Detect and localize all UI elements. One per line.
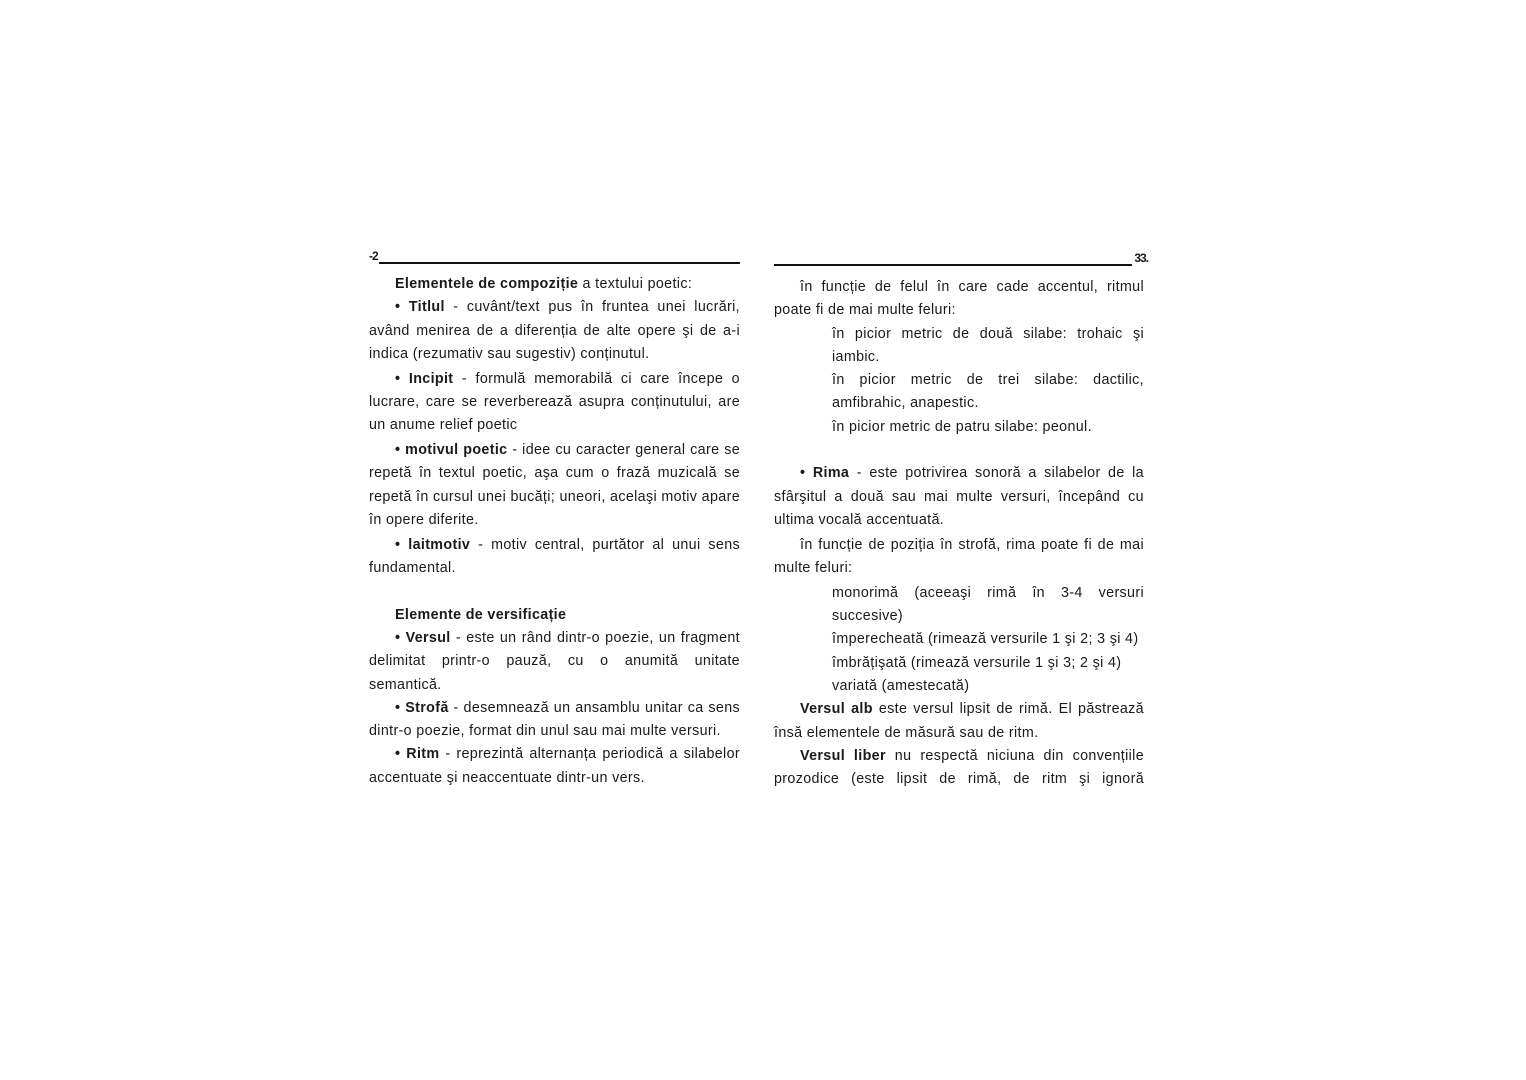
definition-text: - formulă memorabilă ci care începe o lucrare, care se reverberează asupra conținutului, are un anume relief poetic <box>369 370 740 434</box>
page-header <box>774 251 1148 271</box>
bullet-icon: • <box>395 746 407 763</box>
heading-text: a textului poetic: <box>578 276 693 292</box>
rhythm-type: în picior metric de două silabe: trohaic şi iambic. <box>832 325 1144 365</box>
term: motivul poetic <box>405 442 508 459</box>
rhythm-intro: în funcție de felul în care cade accentul, ritmul poate fi de mai multe feluri: <box>774 279 1144 319</box>
bullet-icon: • <box>395 442 406 459</box>
term: Rima <box>812 465 850 482</box>
definition-text: - motiv central, purtător al unui sens fundamental. <box>369 536 740 577</box>
rima-type: împerecheată (rimează versurile 1 şi 2; 3 şi 4) <box>832 631 1139 648</box>
page-number: 33. <box>1134 251 1148 265</box>
term: Strofă <box>405 699 449 716</box>
heading-bold: Elementele de compoziție <box>395 276 579 292</box>
definition-text: - este potrivirea sonoră a silabelor de la sfârşitul a două sau mai multe versuri, începând cu ultima vocală accentuată. <box>774 465 1144 528</box>
section-heading-composition <box>369 273 740 296</box>
rima-type: monorimă (aceeaşi rimă în 3-4 versuri succesive) <box>832 584 1144 625</box>
bullet-icon: • <box>395 370 409 387</box>
rima-type: îmbrățişată (rimează versurile 1 şi 3; 2 şi 4) <box>832 654 1122 671</box>
page-body <box>774 276 1144 792</box>
bullet-icon: • <box>395 299 409 316</box>
bullet-icon: • <box>395 699 406 716</box>
definition-text: este versul lipsit de rimă. El păstrează însă elementele de măsură sau de ritm. <box>774 701 1144 741</box>
page-body <box>369 273 740 790</box>
definition-text: - reprezintă alternanța periodică a silabelor accentuate şi neaccentuate dintr-un vers. <box>369 746 740 786</box>
term: Titlul <box>408 299 445 316</box>
term: laitmotiv <box>408 536 471 553</box>
header-rule <box>774 264 1132 266</box>
definition-motivul-poetic <box>369 439 740 532</box>
spacer <box>369 580 740 603</box>
bullet-icon: • <box>395 536 409 553</box>
bullet-icon: • <box>800 465 813 482</box>
definition-laitmotiv <box>369 534 740 581</box>
definition-text: - este un rând dintr-o poezie, un fragment delimitat printr-o pauză, cu o anumită unitate semantică. <box>369 629 740 693</box>
rima-intro: în funcție de poziția în strofă, rima poate fi de mai multe feluri: <box>774 536 1144 577</box>
definition-text: - idee cu caracter general care se repetă în textul poetic, aşa cum o frază muzicală se repetă în cursul unei bucăți; uneori, acelaşi motiv apare în opere diferite. <box>369 442 740 528</box>
term: Versul <box>405 629 451 646</box>
definition-versul <box>369 627 740 697</box>
page-number: -2 <box>369 249 378 263</box>
spacer <box>774 439 1144 462</box>
definition-rima <box>774 462 1144 532</box>
definition-versul-liber <box>774 745 1144 792</box>
rhythm-type: în picior metric de patru silabe: peonul. <box>832 418 1092 435</box>
term: Versul alb <box>800 701 873 718</box>
definition-text: - cuvânt/text pus în fruntea unei lucrări, având menirea de a diferenția de alte opere şi de a-i indica (rezumativ sau sugestiv) conținutul. <box>369 299 740 362</box>
definition-text: nu respectă niciuna din convențiile prozodice (este lipsit de rimă, de ritm şi ignoră <box>774 747 1144 788</box>
rima-type: variată (amestecată) <box>832 678 970 695</box>
term: Incipit <box>408 370 454 387</box>
definition-titlul <box>369 296 740 366</box>
heading-bold: Elemente de versificație <box>395 606 567 623</box>
section-heading-versification <box>369 604 740 627</box>
bullet-icon: • <box>395 629 406 646</box>
term: Ritm <box>406 746 440 763</box>
definition-ritm <box>369 743 740 790</box>
rhythm-type: în picior metric de trei silabe: dactilic, amfibrahic, anapestic. <box>832 372 1144 412</box>
definition-incipit <box>369 368 740 438</box>
header-rule <box>379 262 740 264</box>
definition-strofa <box>369 697 740 744</box>
definition-versul-alb <box>774 698 1144 745</box>
term: Versul liber <box>800 747 886 764</box>
page-header <box>369 249 740 269</box>
definition-text: - desemnează un ansamblu unitar ca sens dintr-o poezie, format din unul sau mai multe versuri. <box>369 699 740 740</box>
